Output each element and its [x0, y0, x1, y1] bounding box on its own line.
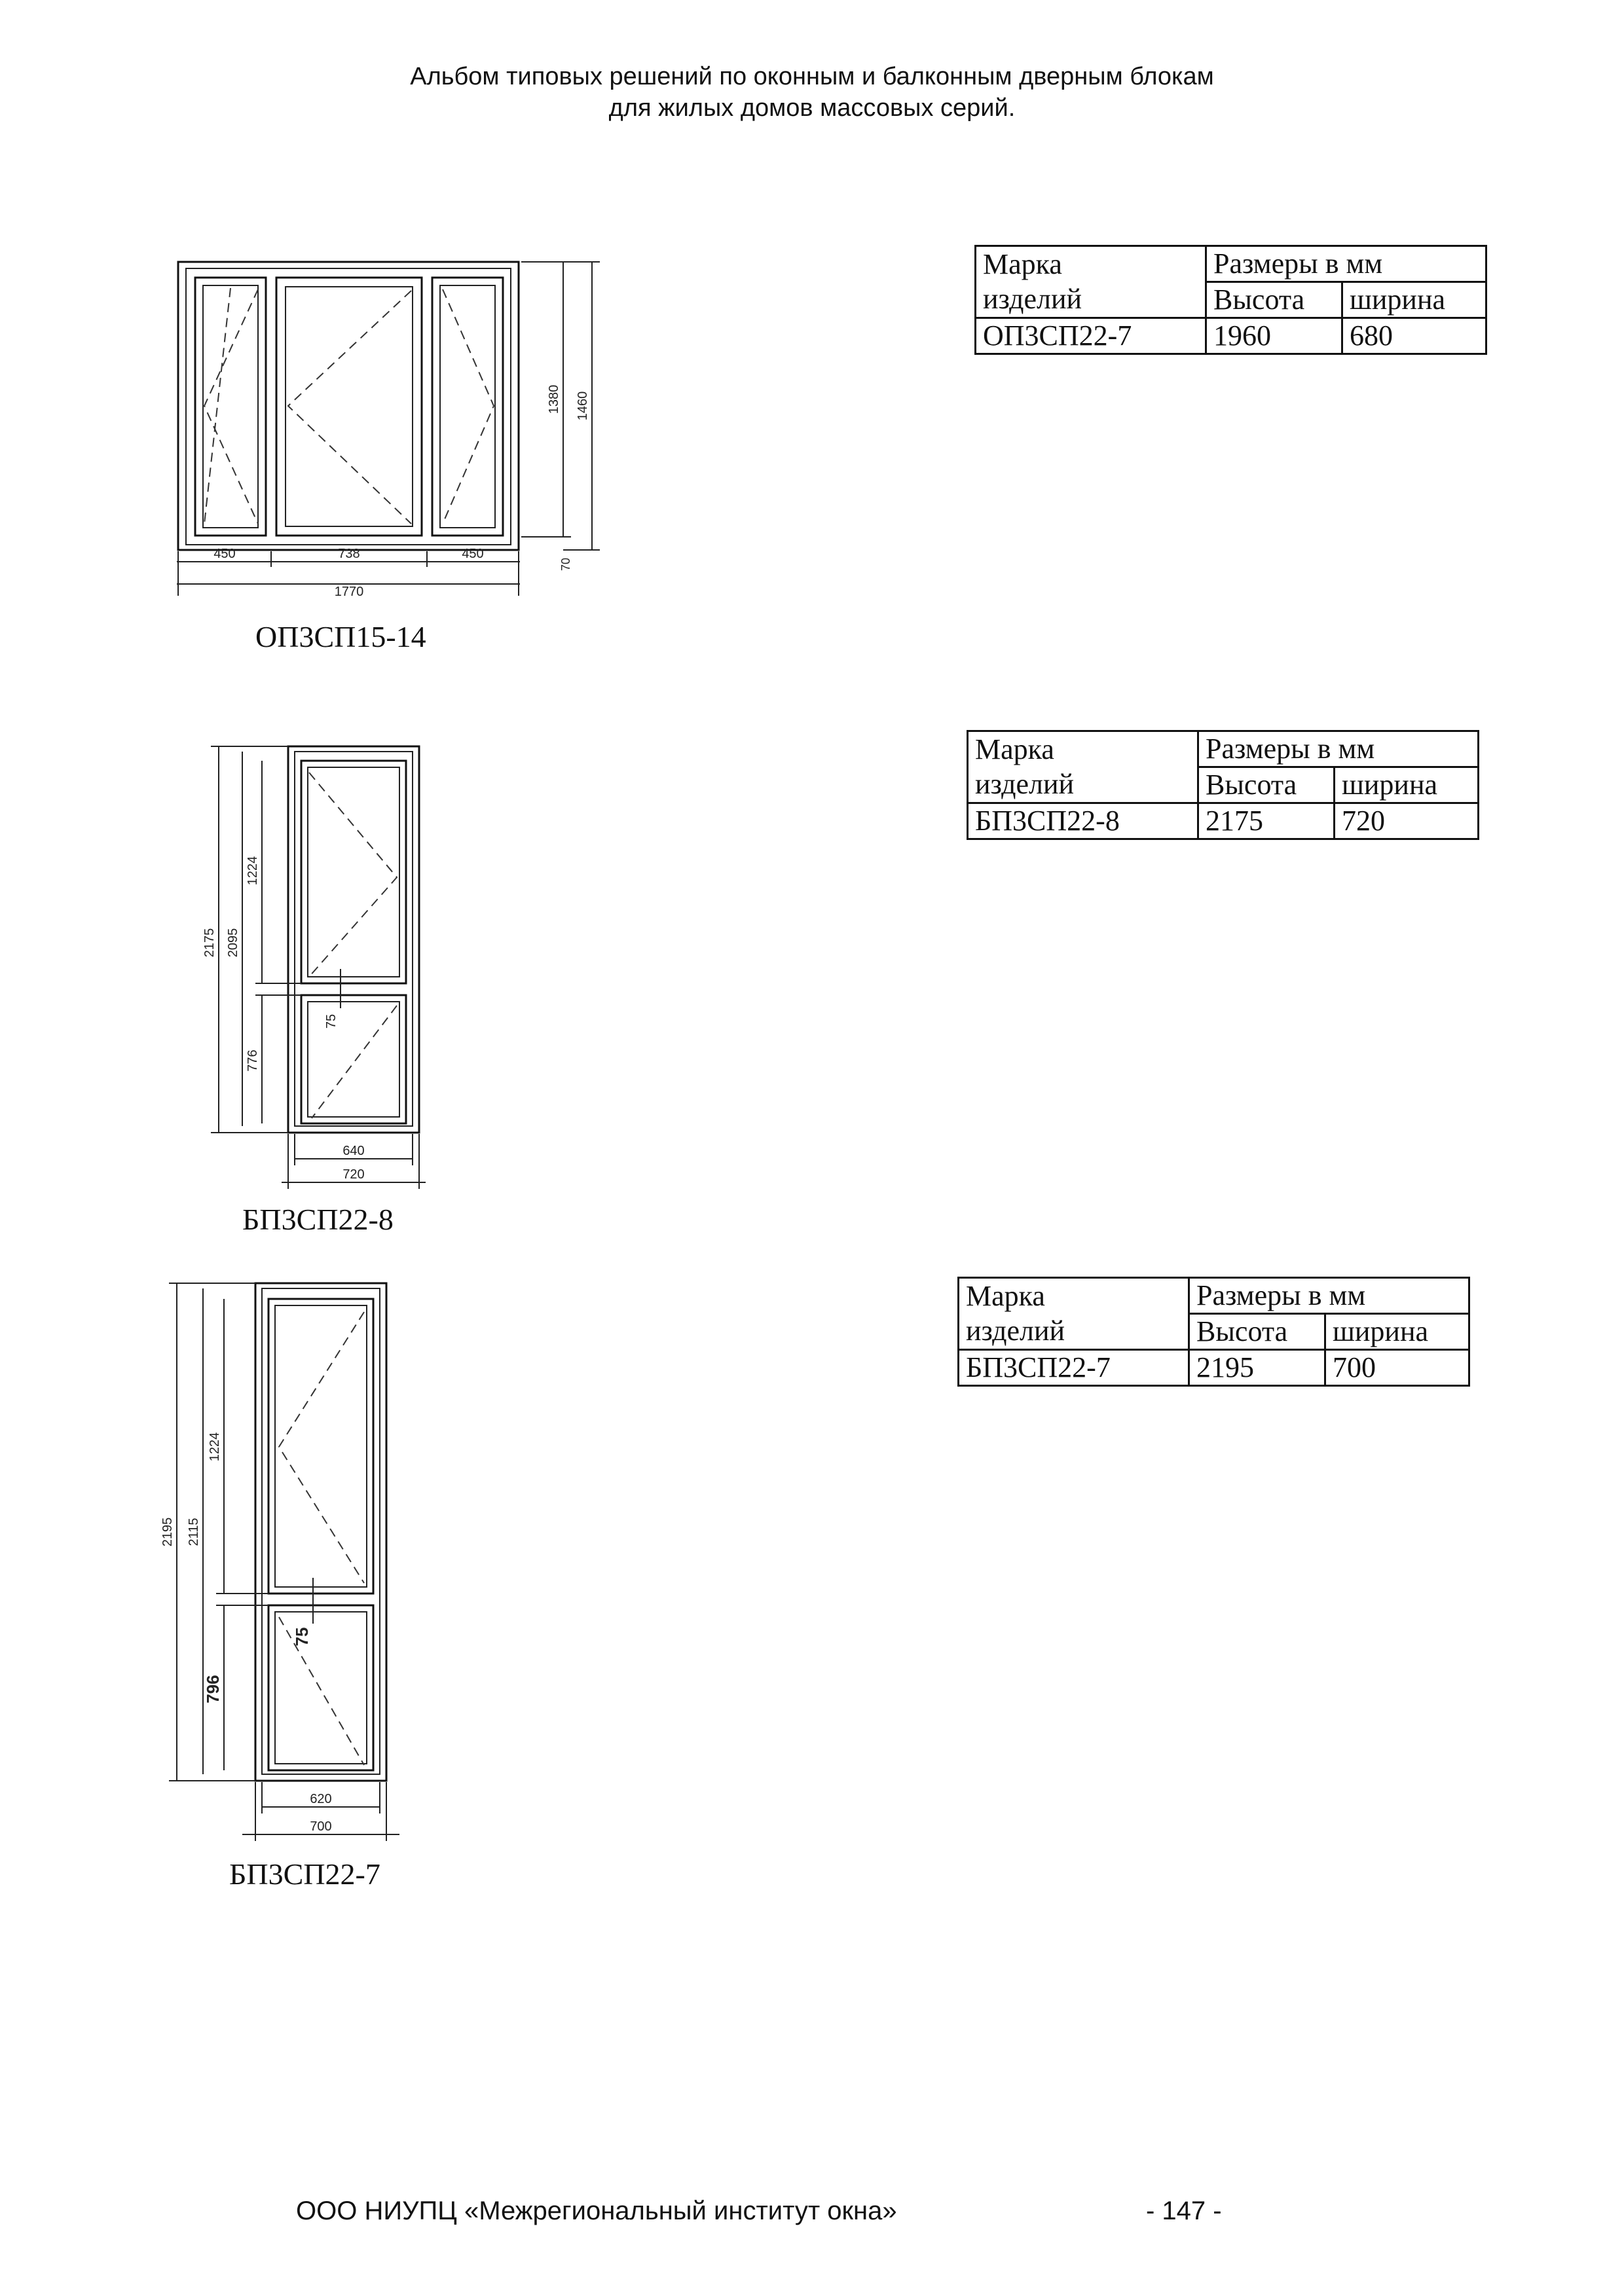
right-sash-opening-lines [443, 289, 494, 524]
table-header-width: ширина [1342, 282, 1486, 318]
table-cell-mark: БП3СП22-7 [959, 1350, 1189, 1386]
table-header-height: Высота [1198, 767, 1335, 803]
table-header-height: Высота [1189, 1314, 1325, 1350]
door-lower-glass [308, 1002, 399, 1117]
dim-label-700: 700 [310, 1819, 332, 1834]
door-upper-sash [268, 1299, 373, 1594]
table-cell-height: 2195 [1189, 1350, 1325, 1386]
dim-label-1460: 1460 [576, 391, 590, 421]
door-upper-glass [308, 767, 399, 977]
dim-label-1380: 1380 [547, 384, 561, 414]
table-header-sizes: Размеры в мм [1189, 1278, 1469, 1314]
drawing-caption-bp3sp22-8: БП3СП22-8 [242, 1203, 394, 1236]
window-drawing-op3sp15-14 [157, 249, 629, 615]
table-cell-width: 680 [1342, 318, 1486, 354]
spec-table-bp3sp22-8 [967, 730, 1479, 840]
dim-label-450-right: 450 [462, 547, 484, 561]
dim-label-738: 738 [338, 547, 360, 561]
table-cell-width: 720 [1335, 803, 1479, 839]
table-header-mark-line2: изделий [976, 282, 1206, 318]
dim-label-2115: 2115 [187, 1518, 201, 1546]
spec-table-op3sp22-7 [974, 245, 1487, 355]
table-cell-width: 700 [1325, 1350, 1469, 1386]
dim-label-2195: 2195 [160, 1517, 175, 1547]
left-sash-tilt-line [204, 288, 231, 524]
table-cell-mark: ОП3СП22-7 [976, 318, 1206, 354]
drawing-caption-op3sp15-14: ОП3СП15-14 [255, 620, 426, 653]
door-upper-opening-lines [279, 1312, 364, 1583]
table-header-mark-line2: изделий [959, 1314, 1189, 1350]
dim-label-776: 776 [246, 1049, 260, 1072]
center-sash [276, 278, 422, 536]
dim-label-75: 75 [324, 1013, 339, 1029]
left-sash [195, 278, 266, 536]
door-lower-sash [268, 1605, 373, 1770]
left-sash-opening-lines [204, 289, 258, 524]
door-upper-opening-lines [309, 773, 397, 977]
spec-table-bp3sp22-7 [957, 1277, 1470, 1387]
page-header-line-2: для жилых домов массовых серий. [608, 94, 1016, 122]
table-cell-mark: БП3СП22-8 [968, 803, 1198, 839]
table-header-height: Высота [1206, 282, 1342, 318]
dim-label-720: 720 [342, 1167, 365, 1182]
right-sash [432, 278, 503, 536]
door-upper-glass [275, 1305, 367, 1587]
table-cell-height: 1960 [1206, 318, 1342, 354]
page-header-line-1: Альбом типовых решений по оконным и балконным дверным блокам [410, 63, 1214, 90]
table-header-mark-line2: изделий [968, 767, 1198, 803]
dim-label-620: 620 [310, 1792, 332, 1806]
dim-label-796: 796 [203, 1675, 223, 1704]
dim-label-75: 75 [292, 1627, 312, 1647]
door-inner-frame [262, 1288, 380, 1774]
window-inner-frame [186, 268, 511, 545]
center-sash-glass [286, 287, 413, 526]
table-header-sizes: Размеры в мм [1206, 246, 1486, 282]
door-lower-sash [301, 995, 406, 1123]
footer-organization: ООО НИУПЦ «Межрегиональный институт окна» [296, 2196, 897, 2225]
table-header-mark-line1: Марка [959, 1278, 1189, 1314]
right-sash-glass [440, 285, 495, 528]
table-cell-height: 2175 [1198, 803, 1335, 839]
door-drawing-bp3sp22-7 [151, 1270, 426, 1859]
table-row [976, 318, 1486, 354]
dim-label-70: 70 [559, 557, 572, 572]
table-header-mark-line1: Марка [968, 731, 1198, 767]
dim-label-2095: 2095 [226, 928, 240, 958]
table-header-width: ширина [1325, 1314, 1469, 1350]
table-header-mark-line1: Марка [976, 246, 1206, 282]
footer-page-number: - 147 - [1146, 2196, 1222, 2225]
dim-label-2175: 2175 [202, 928, 217, 958]
center-sash-opening-lines [288, 291, 411, 524]
table-header-sizes: Размеры в мм [1198, 731, 1479, 767]
table-row [959, 1350, 1469, 1386]
dim-label-1224: 1224 [246, 856, 260, 886]
drawing-caption-bp3sp22-7: БП3СП22-7 [229, 1857, 380, 1891]
left-sash-glass [203, 285, 258, 528]
dim-label-640: 640 [342, 1144, 365, 1158]
dim-label-1224: 1224 [208, 1432, 222, 1462]
door-inner-frame [295, 752, 413, 1126]
table-row [968, 803, 1479, 839]
table-header-width: ширина [1335, 767, 1479, 803]
dim-label-450-left: 450 [213, 547, 236, 561]
door-drawing-bp3sp22-8 [203, 733, 439, 1205]
door-upper-sash [301, 761, 406, 983]
dim-label-1770: 1770 [334, 585, 364, 599]
